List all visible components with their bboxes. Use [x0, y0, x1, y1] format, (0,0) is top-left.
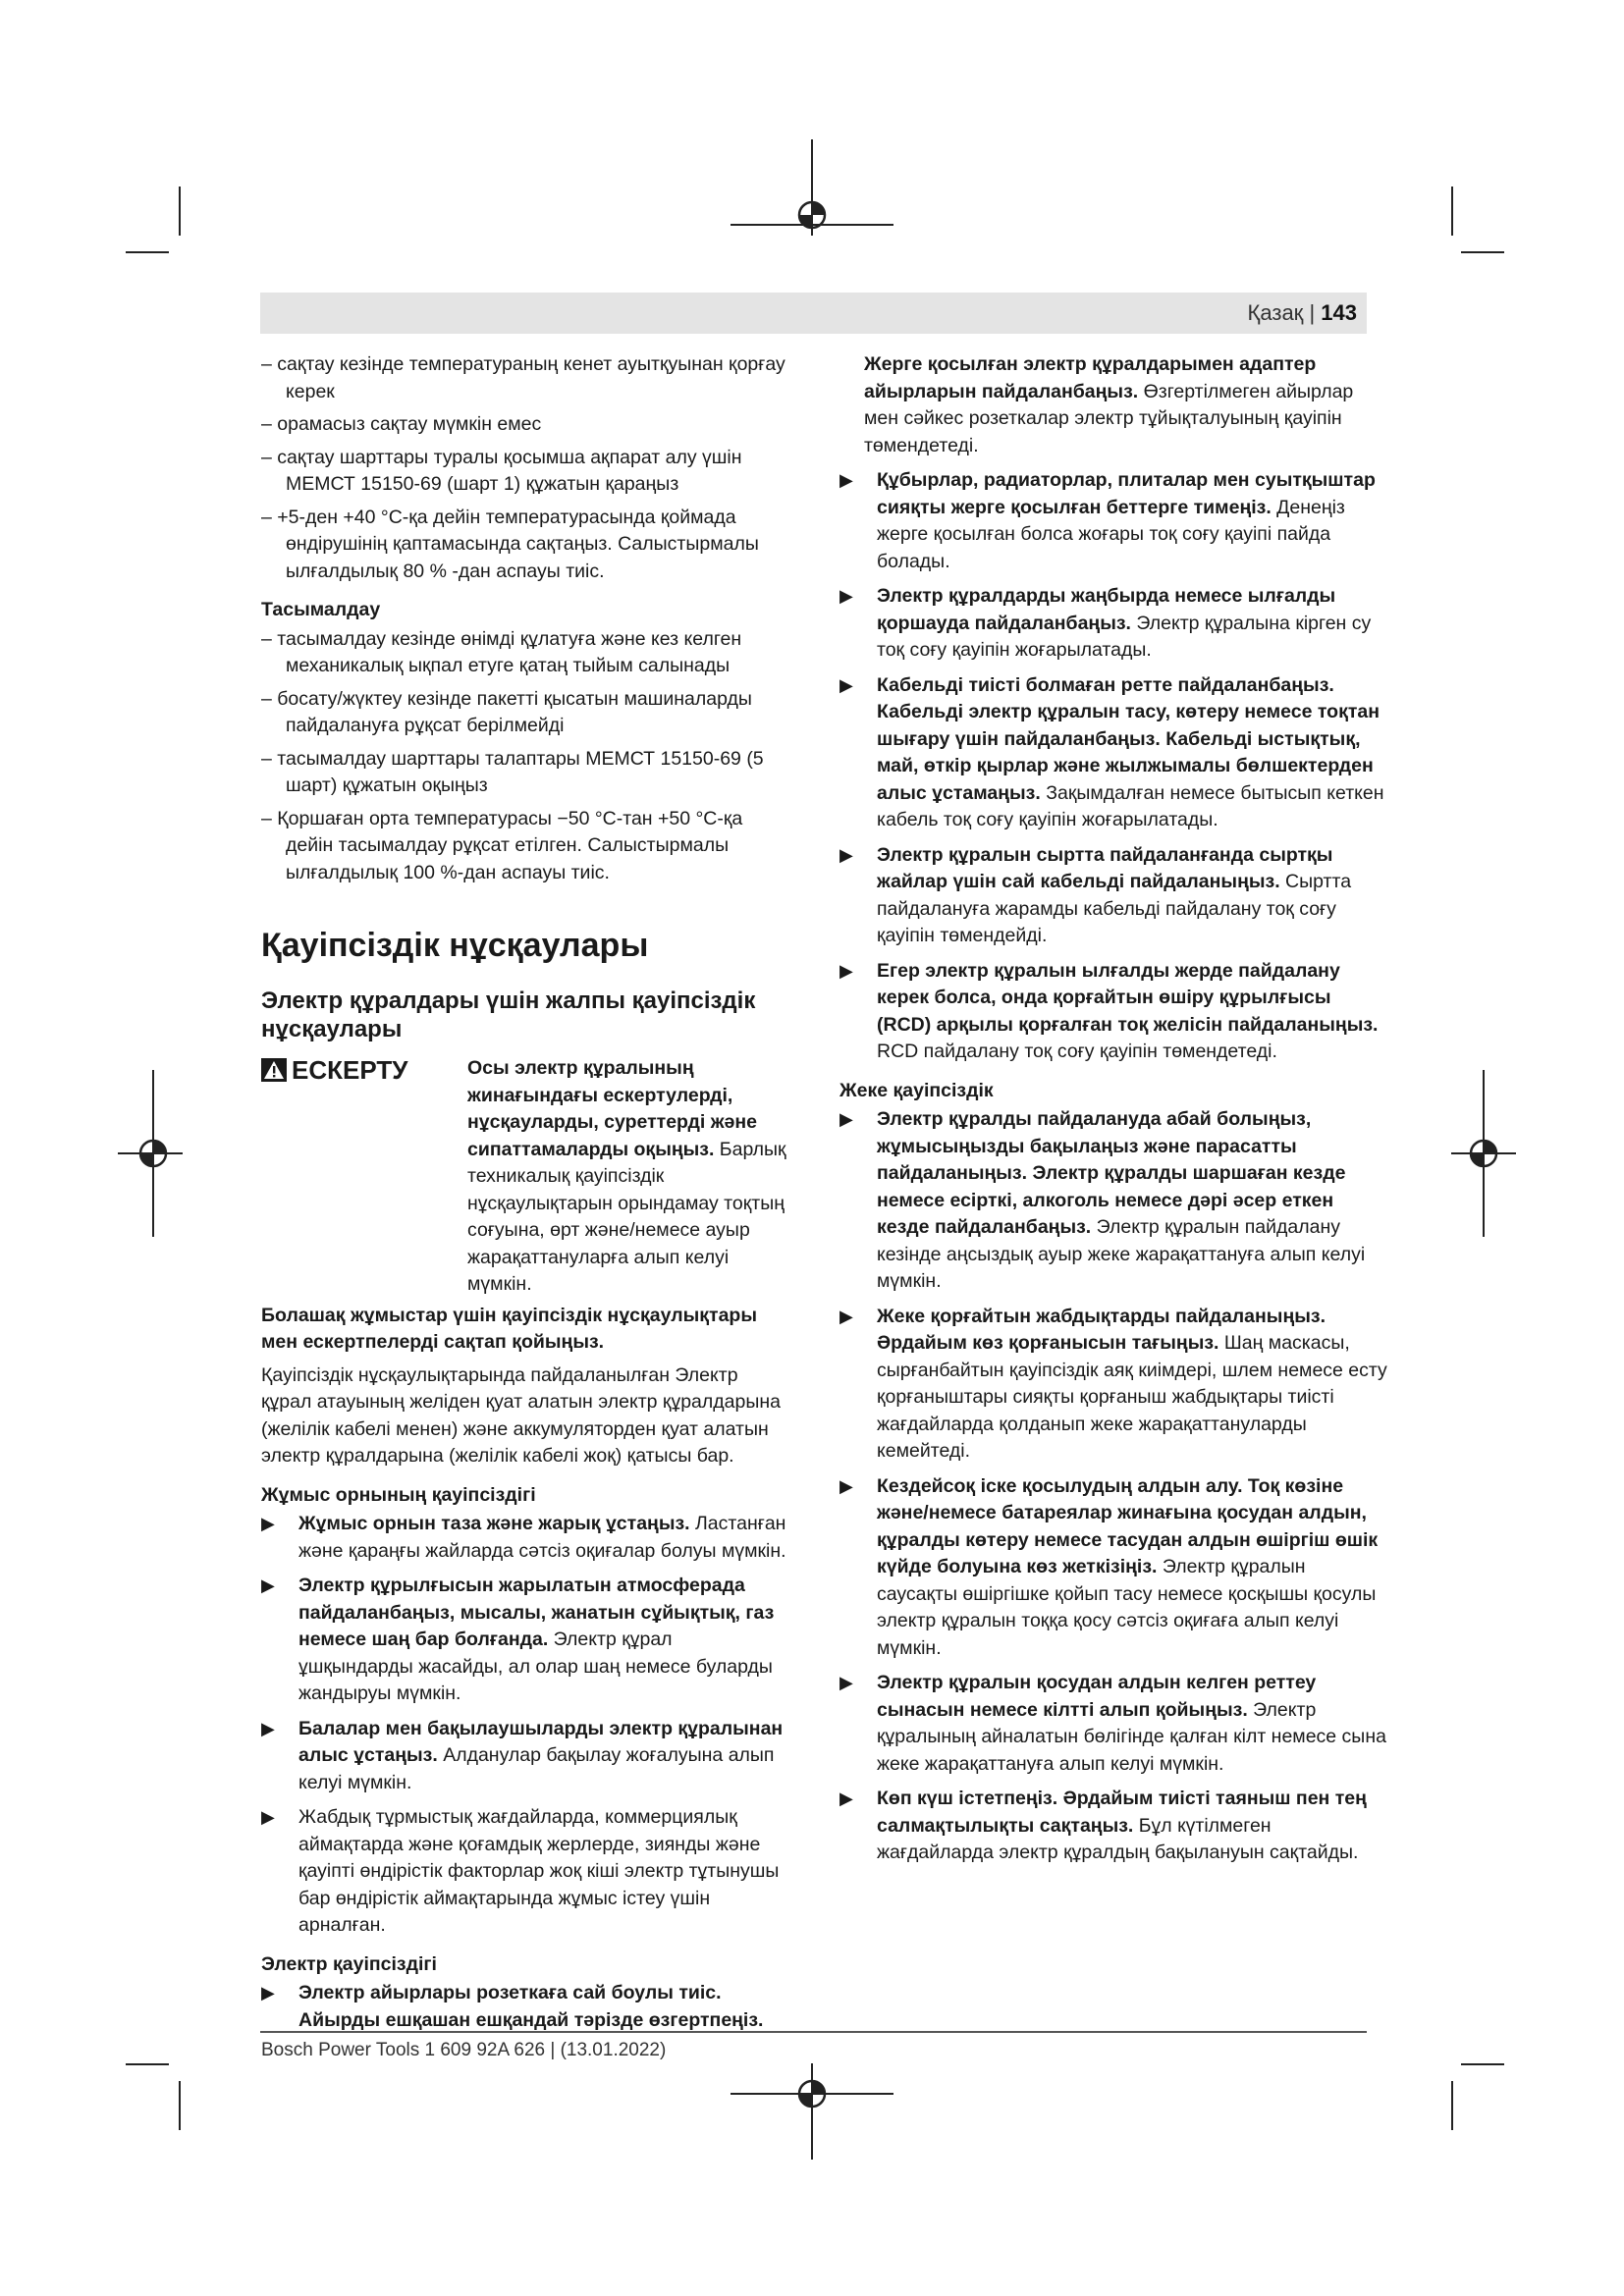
warning-label-text: ЕСКЕРТУ	[292, 1055, 408, 1085]
warning-scope-paragraph: Қауіпсіздік нұсқаулықтарында пайдаланылған Электр құрал атауының желіден қуат алатын электр құралдарына (желілік кабелі менен) және аккумуляторден қуат алатын электр құралдарына (желілік кабелі жоқ) қатысы бар.	[261, 1363, 781, 1467]
list-item	[261, 1716, 791, 1797]
bullet-arrow-icon: ▶	[839, 960, 853, 981]
bullet-arrow-icon: ▶	[839, 470, 853, 490]
continued-item	[839, 351, 1389, 459]
list-item: – сақтау кезінде температураның кенет ауытқуынан қорғау керек	[261, 353, 785, 402]
item-text: Ластанған және қараңғы жайларда сәтсіз оқиғалар болуы мүмкін.	[298, 1513, 786, 1562]
item-text: Электр құралын саусақты өшіргішке қойып тасу немесе қосқышы қосулы электр құралын тоққа қосу сәтсіз оқиғаға алып келуі мүмкін.	[877, 1556, 1377, 1659]
list-item	[839, 1786, 1389, 1867]
crop-mark-tl-horizontal	[126, 251, 169, 253]
page-number: 143	[1321, 300, 1357, 325]
list-item	[839, 467, 1389, 575]
bullet-arrow-icon: ▶	[839, 1475, 853, 1496]
list-item: – +5-ден +40 °C-қа дейін температурасында қоймада өндірушінің қаптамасында сақтаңыз. Салыстырмалы ылғалдылық 80 % -дан аспауы тиіс.	[261, 506, 759, 582]
list-item	[261, 1573, 791, 1708]
warning-block	[261, 1055, 791, 1470]
warning-text: Барлық техникалық қауіпсіздік нұсқаулықтарын орындамау тоқтың соғуына, өрт және/немесе ауыр жарақаттануларға алып келуі мүмкін.	[467, 1138, 786, 1295]
list-item: – тасымалдау кезінде өнімді құлатуға және кез келген механикалық ықпал етуге қатаң тыйым салынады	[261, 627, 742, 676]
list-item	[261, 1511, 791, 1565]
transport-list	[261, 626, 791, 887]
subsection-title: Электр құралдары үшін жалпы қауіпсіздік нұсқаулары	[261, 988, 756, 1042]
page-header	[260, 293, 1367, 334]
item-text: Жабдық тұрмыстық жағдайларда, коммерциялық аймақтарда және қоғамдық жерлерде, зиянды және қауіпті өндірістік факторлар жоқ кіші электр тұтынушы бар өндірістік аймақтарында жұмыс істеу үшін арналған.	[298, 1806, 780, 1936]
registration-mark-icon	[792, 195, 832, 235]
bullet-arrow-icon: ▶	[839, 1109, 853, 1129]
list-item: – босату/жүктеу кезінде пакетті қысатын машиналарды пайдалануға рұқсат берілмейді	[261, 687, 752, 736]
bullet-arrow-icon: ▶	[839, 1789, 853, 1808]
item-text: Сыртта пайдалануға жарамды кабельді пайдалану тоқ соғу қауіпін төмендейді.	[877, 871, 1352, 946]
warning-triangle-icon	[261, 1058, 287, 1082]
crop-mark-tr-vertical	[1451, 187, 1453, 236]
item-bold-text: Электр құралын қосудан алдын келген реттеу сынасын немесе кілтті алып қойыңыз.	[877, 1672, 1317, 1721]
crop-mark-br-vertical	[1451, 2081, 1453, 2130]
transport-heading: Тасымалдау	[261, 599, 381, 620]
list-item	[261, 1804, 791, 1940]
item-bold-text: Кездейсоқ іске қосылудың алдын алу. Тоқ көзіне және/немесе батареялар жинағына қосудан алдын, құралды көтеру немесе тасудан алдын өшіргіш өшік күйде болуына көз жеткізіңіз.	[877, 1474, 1379, 1577]
list-item: – орамасыз сақтау мүмкін емес	[261, 413, 542, 435]
left-column	[261, 351, 791, 2042]
list-item	[839, 1304, 1389, 1466]
item-text: Денеңіз жерге қосылған болса жоғары тоқ соғу қауіпі пайда болады.	[877, 496, 1345, 572]
warning-paragraph	[261, 1055, 791, 1299]
bullet-arrow-icon: ▶	[839, 1673, 853, 1692]
item-text: Электр құралына кірген су тоқ соғу қауіпін жоғарылатады.	[877, 612, 1372, 661]
item-bold-text: Көп күш істетпеңіз. Әрдайым тиісті таяныш пен тең салмақтылықты сақтаңыз.	[877, 1788, 1367, 1837]
personal-safety-heading: Жеке қауіпсіздік	[839, 1079, 994, 1101]
item-bold-text: Егер электр құралын ылғалды жерде пайдалану керек болса, онда қорғайтын өшіру құрылғысы (RCD) арқылы қорғалған тоқ желісін пайдаланыңыз.	[877, 959, 1379, 1036]
item-bold-text: Электр құралды пайдалануда абай болыңыз, жұмысыңызды бақылаңыз және парасатты пайдаланыңыз. Электр құралды шаршаған кезде немесе есірткі, алкоголь немесе дәрі әсер еткен кезде пайдаланбаңыз.	[877, 1108, 1346, 1238]
item-text: Зақымдалған немесе бытысып кеткен кабель тоқ соғу қауіпін жоғарылатады.	[877, 781, 1384, 830]
page-footer: Bosch Power Tools 1 609 92A 626 | (13.01.2022)	[261, 2040, 667, 2060]
item-bold-text: Жерге қосылған электр құралдарымен адаптер айырларын пайдаланбаңыз.	[864, 353, 1317, 402]
bullet-arrow-icon: ▶	[839, 1306, 853, 1326]
item-bold-text: Электр құралдарды жаңбырда немесе ылғалды қоршауда пайдаланбаңыз.	[877, 585, 1336, 634]
crop-mark-tl-vertical	[179, 187, 181, 236]
list-item: – Қоршаған орта температурасы −50 °C-тан +50 °C-қа дейін тасымалдау рұқсат етілген. Салыстырмалы ылғалдылық 100 %-дан аспауы тиіс.	[261, 807, 743, 883]
list-item	[839, 1106, 1389, 1296]
crop-mark-tr-horizontal	[1461, 251, 1504, 253]
item-bold-text: Электр құрылғысын жарылатын атмосферада пайдаланбаңыз, мысалы, жанатын сұйықтық, газ немесе шаң бар болғанда.	[298, 1575, 775, 1650]
item-text: Бұл күтілмеген жағдайларда электр құралдың бақылануын сақтайды.	[877, 1814, 1359, 1863]
bullet-arrow-icon: ▶	[839, 844, 853, 865]
crop-mark-bl-vertical	[179, 2081, 181, 2130]
registration-mark-icon	[134, 1134, 173, 1173]
list-item	[839, 842, 1389, 950]
list-item	[261, 1980, 791, 2034]
item-text: Электр құралын пайдалану кезінде аңсыздық ауыр жеке жарақаттануға алып келуі мүмкін.	[877, 1216, 1366, 1292]
item-text: Өзгертілмеген айырлар мен сәйкес розеткалар электр тұйықталуының қауіпін төмендетеді.	[864, 380, 1354, 456]
bullet-arrow-icon: ▶	[261, 1514, 275, 1533]
list-item	[839, 583, 1389, 665]
list-item	[839, 958, 1389, 1066]
warning-label	[261, 1055, 407, 1085]
bullet-arrow-icon: ▶	[261, 1807, 275, 1827]
bullet-arrow-icon: ▶	[261, 1575, 275, 1595]
item-bold-text: Құбырлар, радиаторлар, плиталар мен суытқыштар сияқты жерге қосылған беттерге тимеңіз.	[877, 469, 1376, 518]
list-item: – сақтау шарттары туралы қосымша ақпарат алу үшін МЕМСТ 15150-69 (шарт 1) құжатын қараңыз	[261, 446, 742, 495]
list-item	[839, 672, 1389, 834]
personal-safety-list	[839, 1106, 1389, 1867]
warning-bold-text: Осы электр құралының жинағындағы ескертулерді, нұсқауларды, суреттерді және сипаттамаларды оқыңыз.	[467, 1057, 757, 1160]
item-bold-text: Жеке қорғайтын жабдықтарды пайдаланыңыз. Әрдайым көз қорғанысын тағыңыз.	[877, 1305, 1326, 1354]
item-bold-text: Электр айырлары розеткаға сай боулы тиіс. Айырды ешқашан ешқандай тәрізде өзгертпеңіз.	[298, 1982, 764, 2031]
workplace-list	[261, 1511, 791, 1940]
item-bold-text: Кабельді тиісті болмаған ретте пайдаланбаңыз. Кабельді электр құралын тасу, көтеру немесе тоқтан шығару үшін пайдаланбаңыз. Кабельді ыстықтық, май, өткір қырлар және жылжымалы бөлшектерден алыс ұстамаңыз.	[877, 673, 1380, 804]
bullet-arrow-icon: ▶	[261, 1983, 275, 2002]
registration-mark-icon	[1464, 1134, 1503, 1173]
header-text	[1248, 300, 1357, 326]
bullet-arrow-icon: ▶	[839, 674, 853, 695]
list-item: – тасымалдау шарттары талаптары МЕМСТ 15150-69 (5 шарт) құжатын оқыңыз	[261, 747, 764, 796]
list-item	[839, 1473, 1389, 1663]
warning-save-instructions: Болашақ жұмыстар үшін қауіпсіздік нұсқаулықтары мен ескертпелерді сақтап қойыңыз.	[261, 1304, 757, 1353]
item-text: Шаң маскасы, сырғанбайтын қауіпсіздік аяқ киімдері, шлем немесе есту қорғаныштары сияқты қорғаныш жабдықтары тиісті жағдайларда қолданып жеке жарақаттануларды кемейтеді.	[877, 1332, 1387, 1462]
registration-mark-icon	[792, 2074, 832, 2113]
bullet-arrow-icon: ▶	[839, 586, 853, 606]
item-text: RCD пайдалану тоқ соғу қауіпін төмендетеді.	[877, 1041, 1277, 1062]
electrical-heading: Электр қауіпсіздігі	[261, 1952, 437, 1975]
crop-mark-bl-horizontal	[126, 2063, 169, 2065]
item-bold-text: Жұмыс орнын таза және жарық ұстаңыз.	[298, 1513, 690, 1534]
electrical-list	[839, 467, 1389, 1066]
storage-list	[261, 351, 791, 585]
header-separator: |	[1309, 300, 1316, 325]
workplace-heading: Жұмыс орнының қауіпсіздігі	[261, 1483, 536, 1506]
list-item	[839, 1670, 1389, 1778]
section-title: Қауіпсіздік нұсқаулары	[261, 927, 649, 964]
item-bold-text: Балалар мен бақылаушыларды электр құралынан алыс ұстаңыз.	[298, 1717, 784, 1766]
crop-mark-br-horizontal	[1461, 2063, 1504, 2065]
item-text: Электр құрал ұшқындарды жасайды, ал олар шаң немесе буларды жандыруы мүмкін.	[298, 1629, 773, 1704]
item-text: Алданулар бақылау жоғалуына алып келуі мүмкін.	[298, 1744, 775, 1793]
item-bold-text: Электр құралын сыртта пайдаланғанда сыртқы жайлар үшін сай кабельді пайдаланыңыз.	[877, 843, 1333, 892]
right-column	[839, 351, 1389, 1875]
header-language: Қазақ	[1247, 300, 1304, 325]
bullet-arrow-icon: ▶	[261, 1718, 275, 1738]
footer-divider	[260, 2031, 1367, 2033]
item-text: Электр құралының айналатын бөлігінде қалған кілт немесе сына жеке жарақаттануға алып келуі мүмкін.	[877, 1698, 1386, 1775]
